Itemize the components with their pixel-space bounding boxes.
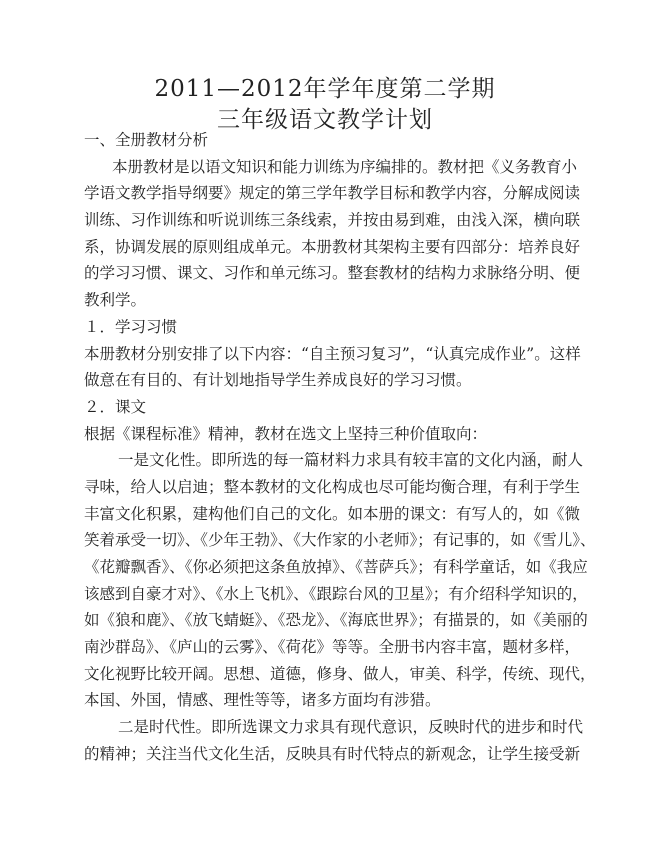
paragraph-line: 本国、外国，情感、理性等等，诸多方面均有涉猎。 [84,691,441,710]
paragraph-line: 根据《课程标准》精神，教材在选文上坚持三种价值取向： [84,424,488,443]
paragraph-line: 训练、习作训练和听说训练三条线索，并按由易到难，由浅入深，横向联 [84,211,581,230]
subsection-heading: ２．课文 [84,397,147,416]
paragraph-line: 如《狼和鹿》、《放飞蜻蜓》、《恐龙》、《海底世界》；有描景的，如《美丽的 [84,611,588,630]
paragraph-line: 丰富文化积累，建构他们自己的文化。如本册的课文：有写人的，如《微 [84,504,581,523]
paragraph-line: 笑着承受一切》、《少年王勃》、《大作家的小老师》；有记事的，如《雪儿》、 [84,531,596,550]
paragraph-line: 学语文教学指导纲要》规定的第三学年教学目标和教学内容，分解成阅读 [84,184,581,203]
paragraph-line: 该感到自豪才对》、《水上飞机》、《跟踪台风的卫星》；有介绍科学知识的， [84,584,588,603]
paragraph-line: 做意在有目的、有计划地指导学生养成良好的学习习惯。 [84,371,472,390]
subsection-heading: １．学习习惯 [84,317,178,336]
document-body [84,127,596,768]
paragraph-line: 的学习习惯、课文、习作和单元练习。整套教材的结构力求脉络分明、便 [84,264,581,283]
document-title: 2011—2012年学年度第二学期 [154,76,496,102]
paragraph-line: 二是时代性。即所选课文力求具有现代意识，反映时代的进步和时代 [118,718,584,737]
paragraph-line: 南沙群岛》、《庐山的云雾》、《荷花》等等。全册书内容丰富，题材多样， [84,638,581,657]
paragraph-line: 《花瓣飘香》、《你必须把这条鱼放掉》、《菩萨兵》；有科学童话，如《我应 [84,558,588,576]
paragraph-line: 本册教材分别安排了以下内容：“自主预习复习”，“认真完成作业”。这样 [84,344,581,363]
section-heading: 一、全册教材分析 [84,131,209,149]
paragraph-line: 一是文化性。即所选的每一篇材料力求具有较丰富的文化内涵，耐人 [118,451,584,470]
paragraph-line: 本册教材是以语文知识和能力训练为序编排的。教材把《义务教育小 [112,157,578,176]
paragraph-line: 的精神；关注当代文化生活，反映具有时代特点的新观念，让学生接受新 [84,744,581,763]
document-subtitle: 三年级语文教学计划 [217,107,433,133]
paragraph-line: 系，协调发展的原则组成单元。本册教材其架构主要有四部分：培养良好 [84,237,581,256]
paragraph-line: 寻味，给人以启迪；整本教材的文化构成也尽可能均衡合理，有利于学生 [84,477,581,496]
paragraph-line: 文化视野比较开阔。思想、道德，修身、做人，审美、科学，传统、现代， [84,664,596,683]
paragraph-line: 教利学。 [84,291,147,310]
